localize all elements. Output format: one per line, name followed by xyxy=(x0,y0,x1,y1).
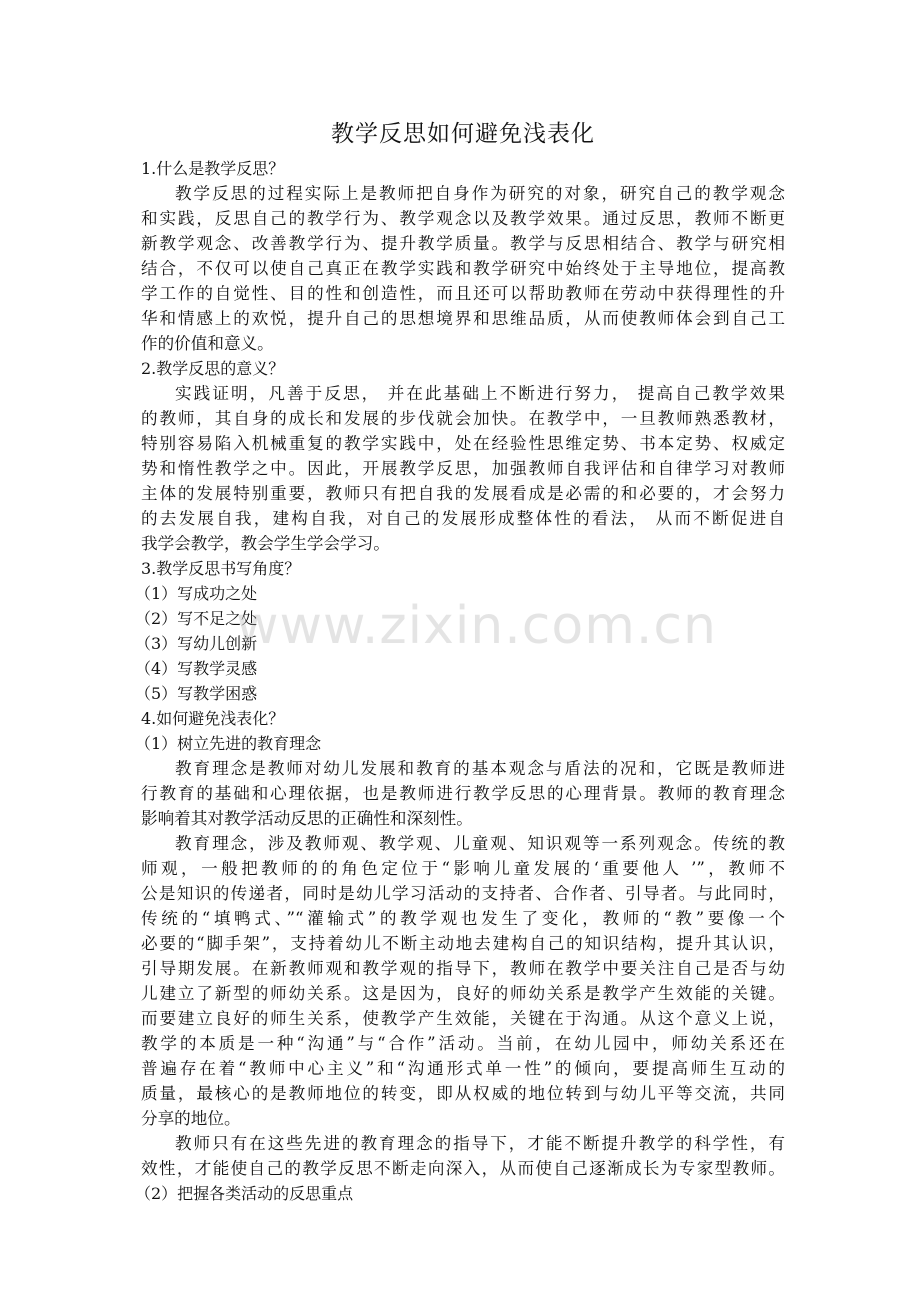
document-page xyxy=(135,118,785,1206)
subheading: （1）树立先进的教育理念 xyxy=(135,734,322,753)
paragraph-line: 教育理念，涉及教师观、教学观、儿童观、知识观等一系列观念。传统的教 xyxy=(175,834,785,853)
paragraph-line: 华和情感上的欢悦，提升自己的思想境界和思维品质，从而使教师体会到自己工 xyxy=(141,309,785,328)
list-item: （4）写教学灵感 xyxy=(135,659,258,678)
paragraph-line: 结合，不仅可以使自己真正在教学实践和教学研究中始终处于主导地位，提高教 xyxy=(141,259,785,278)
paragraph-line: 必要的“脚手架”，支持着幼儿不断主动地去建构自己的知识结构，提升其认识， xyxy=(141,934,785,953)
paragraph-line: 传统的“填鸭式、”“灌输式”的教学观也发生了变化，教师的“教”要像一个 xyxy=(141,909,785,928)
paragraph-line: 行教育的基础和心理依据，也是教师进行教学反思的心理背景。教师的教育理念 xyxy=(141,784,785,803)
paragraph-line: 儿建立了新型的师幼关系。这是因为，良好的师幼关系是教学产生效能的关键。 xyxy=(141,984,785,1003)
document-title: 教学反思如何避免浅表化 xyxy=(331,121,595,147)
section-4-paragraph-2 xyxy=(141,831,785,1131)
paragraph-line: 效性，才能使自己的教学反思不断走向深入，从而使自己逐渐成长为专家型教师。 xyxy=(141,1159,785,1178)
paragraph-line: 特别容易陷入机械重复的教学实践中，处在经验性思维定势、书本定势、权威定 xyxy=(141,434,785,453)
paragraph-line: 作的价值和意义。 xyxy=(141,334,274,353)
list-item: （1）写成功之处 xyxy=(135,584,258,603)
section-heading-3: 3.教学反思书写角度？ xyxy=(141,559,301,578)
list-item: （2）写不足之处 xyxy=(135,609,258,628)
paragraph-line: 分享的地位。 xyxy=(141,1109,241,1128)
subheading: （2）把握各类活动的反思重点 xyxy=(135,1184,354,1203)
paragraph-line: 我学会教学，教会学生学会学习。 xyxy=(141,534,390,553)
section-heading-1: 1.什么是教学反思？ xyxy=(141,159,285,178)
paragraph-line: 和实践，反思自己的教学行为、教学观念以及教学效果。通过反思，教师不断更 xyxy=(141,209,785,228)
paragraph-line: 实践证明，凡善于反思， 并在此基础上不断进行努力， 提高自己教学效果 xyxy=(175,384,785,403)
paragraph-line: 而要建立良好的师生关系，使教学产生效能，关键在于沟通。从这个意义上说， xyxy=(141,1009,785,1028)
writing-angles-list xyxy=(135,581,785,706)
paragraph-line: 学工作的自觉性、目的性和创造性，而且还可以帮助教师在劳动中获得理性的升 xyxy=(141,284,785,303)
paragraph-line: 教育理念是教师对幼儿发展和教育的基本观念与盾法的况和，它既是教师进 xyxy=(175,759,785,778)
watermark: www.zixin.com.cn xyxy=(236,596,717,656)
section-1-paragraph xyxy=(141,181,785,356)
paragraph-line: 的去发展自我，建构自我，对自己的发展形成整体性的看法， 从而不断促进自 xyxy=(141,509,785,528)
paragraph-line: 的教师，其自身的成长和发展的步伐就会加快。在教学中，一旦教师熟悉教材， xyxy=(141,409,785,428)
paragraph-line: 引导期发展。在新教师观和教学观的指导下，教师在教学中要关注自己是否与幼 xyxy=(141,959,785,978)
paragraph-line: 教学反思的过程实际上是教师把自身作为研究的对象，研究自己的教学观念 xyxy=(175,184,785,203)
paragraph-line: 势和惰性教学之中。因此，开展教学反思，加强教师自我评估和自律学习对教师 xyxy=(141,459,785,478)
paragraph-line: 公是知识的传递者，同时是幼儿学习活动的支持者、合作者、引导者。与此同时， xyxy=(141,884,785,903)
paragraph-line: 师观，一般把教师的的角色定位于“影响儿童发展的‘重要他人 ’”，教师不 xyxy=(141,859,785,878)
section-2-paragraph xyxy=(141,381,785,556)
section-4-paragraph-3 xyxy=(141,1131,785,1181)
paragraph-line: 教学的本质是一种“沟通”与“合作”活动。当前，在幼儿园中，师幼关系还在 xyxy=(141,1034,785,1053)
paragraph-line: 新教学观念、改善教学行为、提升教学质量。教学与反思相结合、教学与研究相 xyxy=(141,234,785,253)
section-heading-2: 2.教学反思的意义？ xyxy=(141,359,285,378)
section-heading-4: 4.如何避免浅表化？ xyxy=(141,709,285,728)
section-4-paragraph-1 xyxy=(141,756,785,831)
paragraph-line: 主体的发展特别重要，教师只有把自我的发展看成是必需的和必要的，才会努力 xyxy=(141,484,785,503)
paragraph-line: 影响着其对教学活动反思的正确性和深刻性。 xyxy=(141,809,473,828)
list-item: （5）写教学困惑 xyxy=(135,684,258,703)
paragraph-line: 普遍存在着“教师中心主义”和“沟通形式单一性”的倾向，要提高师生互动的 xyxy=(141,1059,785,1078)
paragraph-line: 教师只有在这些先进的教育理念的指导下，才能不断提升教学的科学性，有 xyxy=(175,1134,785,1153)
list-item: （3）写幼儿创新 xyxy=(135,634,258,653)
paragraph-line: 质量，最核心的是教师地位的转变，即从权威的地位转到与幼儿平等交流，共同 xyxy=(141,1084,785,1103)
